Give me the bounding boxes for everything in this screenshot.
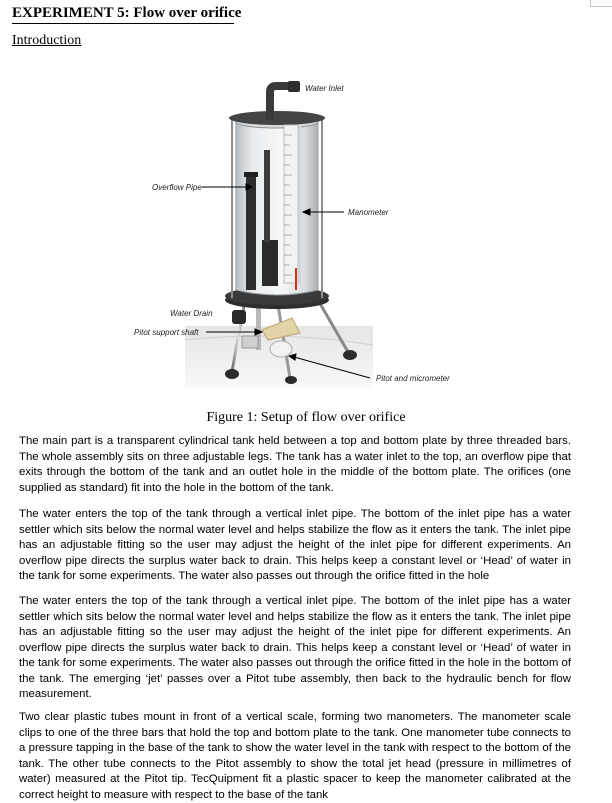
- overflow-pipe: [246, 175, 256, 290]
- document-title: EXPERIMENT 5: Flow over orifice: [12, 5, 242, 21]
- paragraph-4: Two clear plastic tubes mount in front of a vertical scale, forming two manometers. The manometer scale clips to one of the three bars that hold the top and bottom plate to the tank. One manometer tube connects to a pressure tapping in the base of the tank to show the water level in the tank with respect to the bottom of the tank. The other tube connects to the Pitot assembly to show the total jet head (pressure in millimetres of water) measured at the Pitot tip. TecQuipment fit a plastic spacer to keep the manometer calibrated at the correct height to measure with respect to the base of the tank: [19, 711, 571, 801]
- pitot-micrometer: [270, 341, 292, 357]
- label-overflow-pipe: Overflow Pipe: [152, 183, 202, 192]
- inlet-settler: [262, 240, 278, 286]
- top-plate: [229, 111, 325, 125]
- label-water-drain: Water Drain: [170, 309, 213, 318]
- water-drain: [232, 310, 246, 324]
- label-pitot-and-micrometer: Pitot and micrometer: [376, 374, 450, 383]
- section-heading: Introduction: [12, 33, 82, 48]
- label-manometer: Manometer: [348, 208, 389, 217]
- label-pitot-support-shaft: Pitot support shaft: [134, 328, 199, 337]
- figure-illustration: [0, 0, 612, 400]
- paragraph-1: The main part is a transparent cylindrical tank held between a top and bottom plate by three threaded bars. The whole assembly sits on three adjustable legs. The tank has a water inlet to the top, an overflow pipe that exits through the bottom of the tank and an outlet hole in the middle of the bottom plate. The orifices (one supplied as standard) fit into the hole in the bottom of the tank.: [19, 435, 571, 494]
- label-water-inlet: Water Inlet: [305, 84, 344, 93]
- paragraph-2: The water enters the top of the tank through a vertical inlet pipe. The bottom of the inlet pipe has a water settler which sits below the normal water level and helps stabilize the flow as it enters the tank. The inlet pipe has an adjustable fitting so the user may adjust the height of the inlet pipe for different experiments. An overflow pipe directs the surplus water back to drain. This helps keep a constant level or ‘Head’ of water in the tank for some experiments. The water also passes out through the orifice fitted in the hole: [19, 508, 571, 582]
- paragraph-3: The water enters the top of the tank through a vertical inlet pipe. The bottom of the inlet pipe has a water settler which sits below the normal water level and helps stabilize the flow as it enters the tank. The inlet pipe has an adjustable fitting so the user may adjust the height of the inlet pipe for different experiments. An overflow pipe directs the surplus water back to drain. This helps keep a constant level or ‘Head’ of water in the tank for some experiments. The water also passes out through the orifice fitted in the hole in the bottom of the tank. The emerging ‘jet’ passes over a Pitot tube assembly, then back to the hydraulic bench for flow measurement.: [19, 595, 571, 700]
- figure-caption: Figure 1: Setup of flow over orifice: [206, 410, 406, 425]
- manometer-scale: [284, 125, 298, 283]
